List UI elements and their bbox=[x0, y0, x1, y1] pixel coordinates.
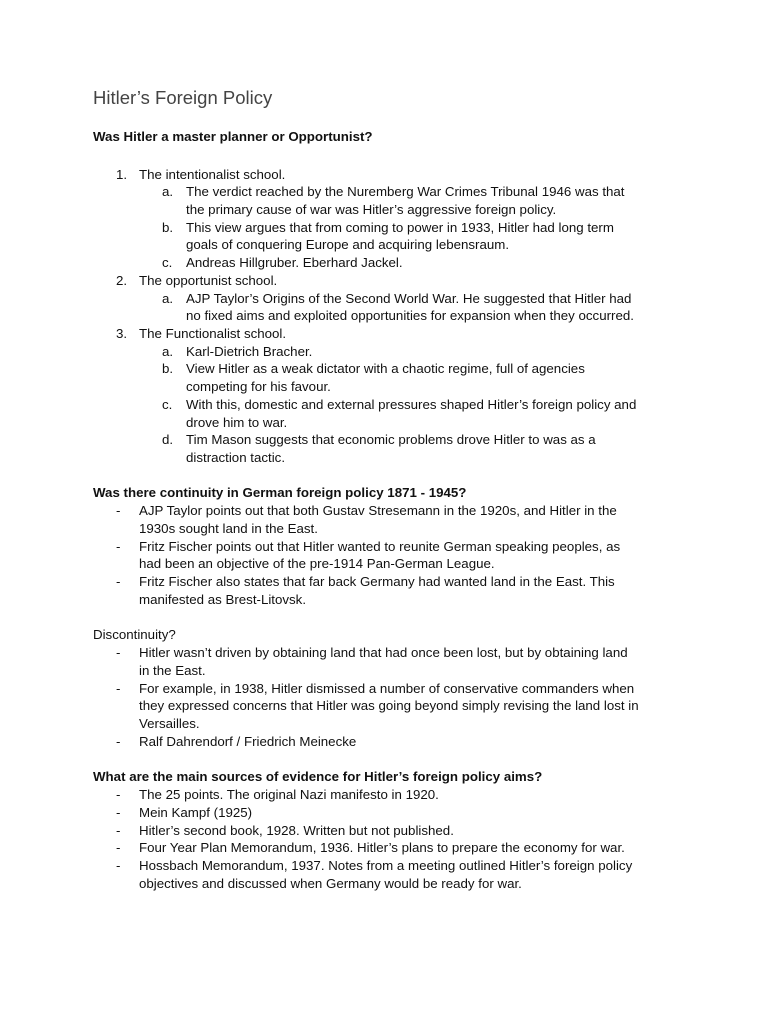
bullet-line: 1930s sought land in the East. bbox=[139, 521, 318, 536]
sublist-line: the primary cause of war was Hitler’s aggressive foreign policy. bbox=[186, 202, 557, 217]
bullet-line: they expressed concerns that Hitler was going beyond simply revising the land lost in bbox=[139, 698, 639, 713]
bullet-dash: - bbox=[116, 539, 121, 554]
bullet-line: Hitler’s second book, 1928. Written but not published. bbox=[139, 823, 454, 838]
list-item: The Functionalist school. bbox=[139, 326, 287, 341]
sublist-letter: d. bbox=[162, 432, 174, 447]
bullet-line: objectives and discussed when Germany would be ready for war. bbox=[139, 876, 522, 891]
bullet-line: Four Year Plan Memorandum, 1936. Hitler’s plans to prepare the economy for war. bbox=[139, 840, 625, 855]
list-number: 2. bbox=[116, 273, 128, 288]
sublist-line: Andreas Hillgruber. Eberhard Jackel. bbox=[186, 255, 403, 270]
list-number: 1. bbox=[116, 167, 128, 182]
bullet-dash: - bbox=[116, 787, 121, 802]
sublist-line: With this, domestic and external pressures shaped Hitler’s foreign policy and bbox=[186, 397, 637, 412]
bullet-line: The 25 points. The original Nazi manifesto in 1920. bbox=[139, 787, 439, 802]
sublist-line: This view argues that from coming to power in 1933, Hitler had long term bbox=[186, 220, 614, 235]
sublist-line: View Hitler as a weak dictator with a chaotic regime, full of agencies bbox=[186, 361, 585, 376]
sublist-letter: c. bbox=[162, 397, 173, 412]
page-title: Hitler’s Foreign Policy bbox=[93, 87, 273, 108]
bullet-line: Mein Kampf (1925) bbox=[139, 805, 253, 820]
section-heading-discontinuity: Discontinuity? bbox=[93, 627, 176, 642]
sublist-letter: b. bbox=[162, 361, 174, 376]
sublist-line: drove him to war. bbox=[186, 415, 288, 430]
bullet-dash: - bbox=[116, 805, 121, 820]
bullet-dash: - bbox=[116, 858, 121, 873]
bullet-line: manifested as Brest-Litovsk. bbox=[139, 592, 307, 607]
sublist-letter: a. bbox=[162, 291, 174, 306]
bullet-dash: - bbox=[116, 734, 121, 749]
sublist-line: competing for his favour. bbox=[186, 379, 331, 394]
sublist-line: AJP Taylor’s Origins of the Second World War. He suggested that Hitler had bbox=[186, 291, 632, 306]
bullet-line: Fritz Fischer points out that Hitler wanted to reunite German speaking peoples, as bbox=[139, 539, 621, 554]
sublist-line: no fixed aims and exploited opportunities for expansion when they occurred. bbox=[186, 308, 634, 323]
section-heading-planner: Was Hitler a master planner or Opportunist? bbox=[93, 129, 373, 144]
bullet-dash: - bbox=[116, 681, 121, 696]
sublist-line: goals of conquering Europe and acquiring lebensraum. bbox=[186, 237, 510, 252]
sublist-letter: c. bbox=[162, 255, 173, 270]
sublist-letter: b. bbox=[162, 220, 174, 235]
bullet-line: Fritz Fischer also states that far back Germany had wanted land in the East. This bbox=[139, 574, 615, 589]
bullet-line: had been an objective of the pre-1914 Pan-German League. bbox=[139, 556, 495, 571]
sublist-letter: a. bbox=[162, 344, 174, 359]
sublist-line: Tim Mason suggests that economic problems drove Hitler to was as a bbox=[186, 432, 596, 447]
sublist-line: The verdict reached by the Nuremberg War Crimes Tribunal 1946 was that bbox=[186, 184, 625, 199]
bullet-line: For example, in 1938, Hitler dismissed a number of conservative commanders when bbox=[139, 681, 635, 696]
list-number: 3. bbox=[116, 326, 128, 341]
bullet-dash: - bbox=[116, 574, 121, 589]
sublist-line: distraction tactic. bbox=[186, 450, 286, 465]
sublist-letter: a. bbox=[162, 184, 174, 199]
bullet-dash: - bbox=[116, 840, 121, 855]
list-item: The opportunist school. bbox=[139, 273, 278, 288]
bullet-line: Hitler wasn’t driven by obtaining land that had once been lost, but by obtaining land bbox=[139, 645, 628, 660]
sublist-line: Karl-Dietrich Bracher. bbox=[186, 344, 313, 359]
section-heading-continuity: Was there continuity in German foreign policy 1871 - 1945? bbox=[93, 485, 467, 500]
bullet-line: Hossbach Memorandum, 1937. Notes from a meeting outlined Hitler’s foreign policy bbox=[139, 858, 633, 873]
bullet-dash: - bbox=[116, 645, 121, 660]
bullet-dash: - bbox=[116, 823, 121, 838]
bullet-line: Versailles. bbox=[139, 716, 200, 731]
list-item: The intentionalist school. bbox=[139, 167, 286, 182]
bullet-line: AJP Taylor points out that both Gustav Stresemann in the 1920s, and Hitler in the bbox=[139, 503, 617, 518]
bullet-dash: - bbox=[116, 503, 121, 518]
bullet-line: Ralf Dahrendorf / Friedrich Meinecke bbox=[139, 734, 357, 749]
section-heading-sources: What are the main sources of evidence for Hitler’s foreign policy aims? bbox=[93, 769, 543, 784]
bullet-line: in the East. bbox=[139, 663, 206, 678]
